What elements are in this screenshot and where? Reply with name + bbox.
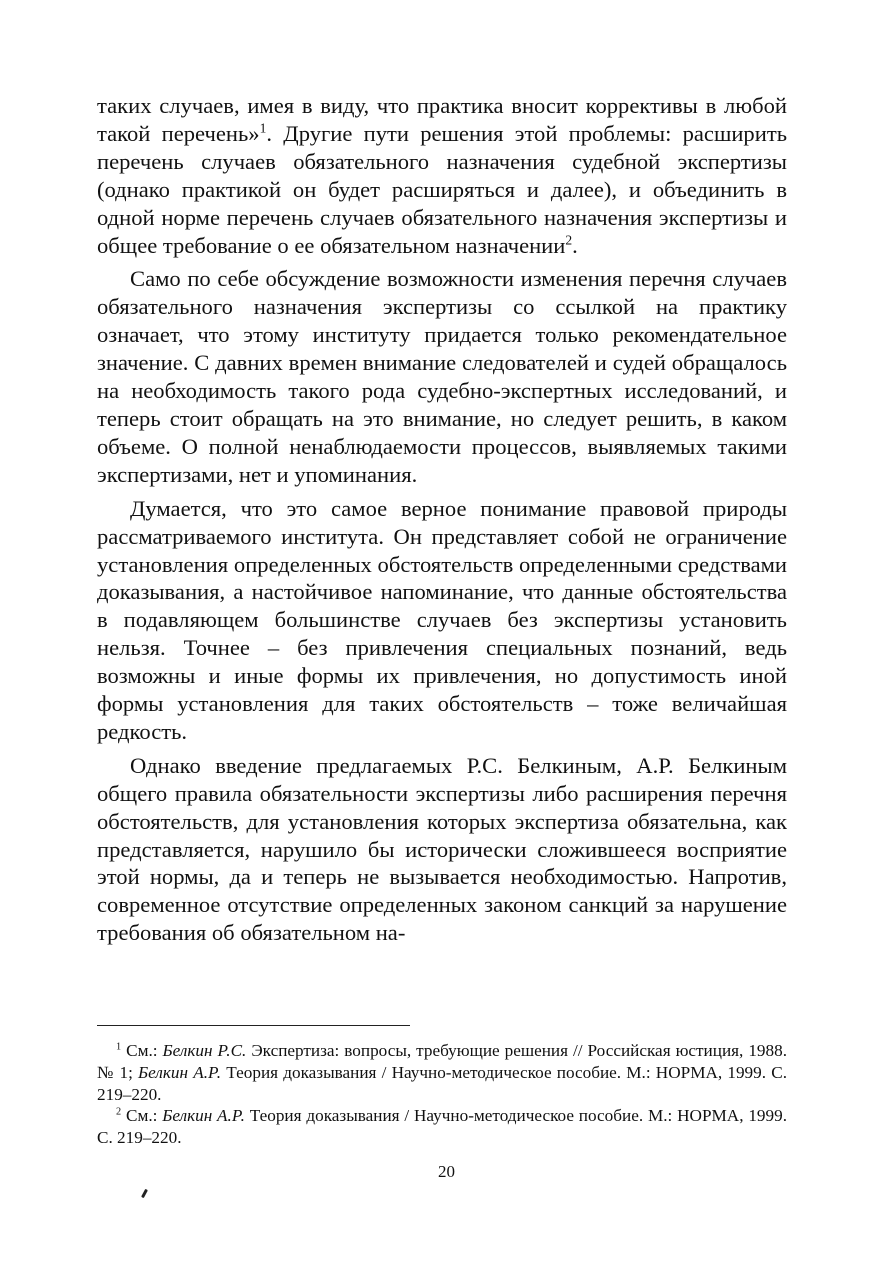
paragraph-4: Однако введение предлагаемых Р.С. Белкиным, А.Р. Белкиным общего правила обязательности экспертизы либо расширения перечня обстоятельств, для установления которых экспертиза обязательна, как представляется, нарушило бы исторически сложившееся восприятие этой нормы, да и теперь не вызывается необходимостью. Напротив, современное отсутствие определенных законом санкций за нарушение требования об обязательном на- (97, 752, 787, 946)
paragraph-1-text-a: таких случаев, имея в виду, что практика вносит коррективы в любой такой перечень» (97, 93, 787, 146)
paragraph-1-text-c: . (572, 232, 578, 258)
footnote-divider (97, 1025, 410, 1026)
footnote-ref-1: 1 (259, 120, 267, 136)
footnote-1-text-2: Теория доказывания / Научно-методическое пособие. М.: НОРМА, 1999. С. 219–220. (97, 1062, 787, 1104)
footnote-2-author-1: Белкин А.Р. (162, 1106, 245, 1126)
footnote-1-prefix: См.: (121, 1041, 163, 1060)
footnote-2 (97, 1105, 787, 1149)
page-number: 20 (438, 1162, 455, 1181)
footnote-2-prefix: См.: (121, 1106, 163, 1126)
footnotes (97, 1040, 787, 1149)
paragraph-1 (97, 92, 787, 259)
paragraph-1-text-b: . Другие пути решения этой проблемы: расширить перечень случаев обязательного назначения судебной экспертизы (однако практикой он будет расширяться и далее), и объединить в одной норме перечень случаев обязательного назначения экспертизы и общее требование о ее обязательном назначении (97, 120, 787, 258)
scan-speck (141, 1189, 148, 1198)
footnote-ref-2: 2 (565, 232, 573, 247)
footnote-1-author-1: Белкин Р.С. (162, 1041, 247, 1060)
footnote-2-mark: 2 (116, 1106, 122, 1118)
paragraph-3: Думается, что это самое верное понимание правовой природы рассматриваемого института. Он представляет собой не ограничение установления определенных обстоятельств определенными средствами доказывания, а настойчивое напоминание, что данные обстоятельства в подавляющем большинстве случаев без экспертизы установить нельзя. Точнее – без привлечения специальных познаний, ведь возможны и иные формы их привлечения, но допустимость иной формы установления для таких обстоятельств – тоже величайшая редкость. (97, 495, 787, 744)
main-text (97, 92, 787, 947)
footnote-1-mark: 1 (116, 1041, 122, 1053)
page-body (97, 92, 787, 947)
footnote-1-text-1: Экспертиза: вопросы, требующие решения // Российская юстиция, 1988. № 1; (97, 1041, 787, 1082)
footnote-2-text-1: Теория доказывания / Научно-методическое пособие. М.: НОРМА, 1999. С. 219–220. (97, 1106, 787, 1148)
footnote-1 (97, 1040, 787, 1105)
footnote-1-author-2: Белкин А.Р. (138, 1062, 222, 1082)
paragraph-2: Само по себе обсуждение возможности изменения перечня случаев обязательного назначения экспертизы со ссылкой на практику означает, что этому институту придается только рекомендательное значение. С давних времен внимание следователей и судей обращалось на необходимость такого рода судебно-экспертных исследований, и теперь стоит обращать на это внимание, но следует решить, в каком объеме. О полной ненаблюдаемости процессов, выявляемых такими экспертизами, нет и упоминания. (97, 266, 787, 487)
